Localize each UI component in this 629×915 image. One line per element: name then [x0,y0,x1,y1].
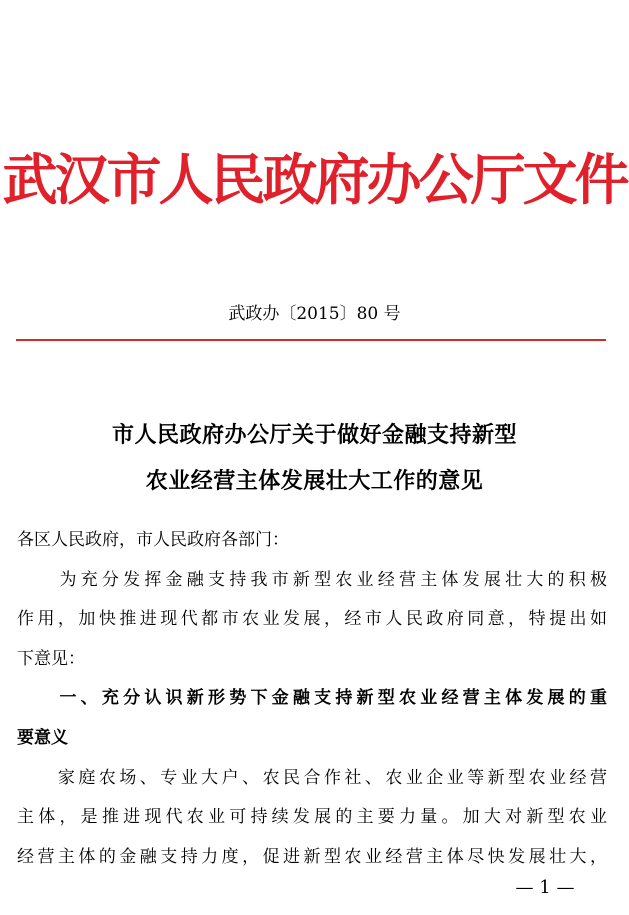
section-1-heading-line-1: 一、充分认识新形势下金融支持新型农业经营主体发展的重 [17,688,607,708]
paragraph-2-line-2: 主体，是推进现代农业可持续发展的主要力量。加大对新型农业 [17,807,607,827]
masthead-title: 武汉市人民政府办公厅文件 [2,147,627,212]
paragraph-2-line-3: 经营主体的金融支持力度，促进新型农业经营主体尽快发展壮大， [17,847,607,867]
red-divider-line [16,339,606,341]
section-1-heading-line-2: 要意义 [17,728,68,748]
paragraph-1-line-3: 下意见： [17,649,85,669]
document-number: 武政办〔2015〕80 号 [228,304,401,324]
salutation: 各区人民政府，市人民政府各部门： [17,530,289,550]
document-title-line-1: 市人民政府办公厅关于做好金融支持新型 [111,422,517,448]
document-title-line-2: 农业经营主体发展壮大工作的意见 [145,468,484,494]
paragraph-2-line-1: 家庭农场、专业大户、农民合作社、农业企业等新型农业经营 [17,768,607,788]
page-number: — 1 — [515,877,575,898]
paragraph-1-line-2: 作用，加快推进现代都市农业发展，经市人民政府同意，特提出如 [17,609,607,629]
paragraph-1-line-1: 为充分发挥金融支持我市新型农业经营主体发展壮大的积极 [17,570,607,590]
